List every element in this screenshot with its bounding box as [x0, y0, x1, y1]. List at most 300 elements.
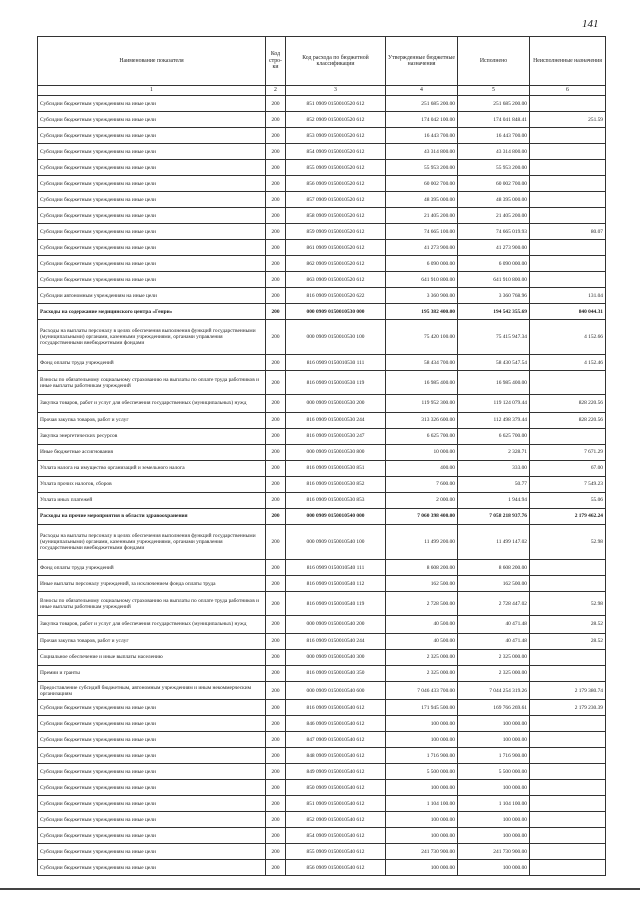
row-line-code: 200 — [266, 176, 286, 192]
row-line-code: 200 — [266, 444, 286, 460]
table-row — [38, 860, 606, 876]
row-executed-amount: 1 944.94 — [458, 492, 530, 508]
table-row — [38, 560, 606, 576]
row-name: Взносы по обязательному социальному страхованию на выплаты по оплате труда работников и иные выплаты работникам учреждений — [38, 592, 266, 616]
table-row — [38, 492, 606, 508]
row-executed-amount: 41 273 900.00 — [458, 240, 530, 256]
row-executed-amount: 75 415 947.34 — [458, 320, 530, 355]
table-row — [38, 649, 606, 665]
table-row — [38, 828, 606, 844]
row-line-code: 200 — [266, 96, 286, 112]
row-classification-code: 856 0909 0150010540 612 — [286, 860, 386, 876]
table-row — [38, 394, 606, 412]
row-classification-code: 856 0909 0150010520 612 — [286, 176, 386, 192]
row-approved-amount: 195 382 400.00 — [386, 304, 458, 320]
row-classification-code: 816 0909 0150010530 119 — [286, 371, 386, 395]
row-line-code: 200 — [266, 112, 286, 128]
row-line-code: 200 — [266, 476, 286, 492]
column-number: 3 — [286, 86, 386, 96]
table-row — [38, 615, 606, 633]
row-classification-code: 857 0909 0150010520 612 — [286, 192, 386, 208]
row-executed-amount: 174 041 848.41 — [458, 112, 530, 128]
row-name: Субсидии бюджетным учреждениям на иные цели — [38, 828, 266, 844]
row-name: Субсидии бюджетным учреждениям на иные цели — [38, 272, 266, 288]
row-name: Субсидии бюджетным учреждениям на иные цели — [38, 700, 266, 716]
table-row — [38, 764, 606, 780]
row-line-code: 200 — [266, 355, 286, 371]
row-remaining-amount — [530, 371, 606, 395]
row-approved-amount: 241 730 900.00 — [386, 844, 458, 860]
row-approved-amount: 100 000.00 — [386, 732, 458, 748]
table-row — [38, 700, 606, 716]
row-line-code: 200 — [266, 560, 286, 576]
table-row — [38, 256, 606, 272]
row-executed-amount: 7 058 218 937.76 — [458, 508, 530, 524]
row-name: Субсидии бюджетным учреждениям на иные цели — [38, 192, 266, 208]
row-approved-amount: 400.00 — [386, 460, 458, 476]
row-name: Премии и гранты — [38, 665, 266, 681]
header-approved: Утвержденные бюджетные назначения — [386, 37, 458, 86]
row-executed-amount: 5 500 000.00 — [458, 764, 530, 780]
row-approved-amount: 7 600.00 — [386, 476, 458, 492]
row-line-code: 200 — [266, 428, 286, 444]
row-executed-amount: 8 608 200.00 — [458, 560, 530, 576]
row-classification-code: 859 0909 0150010520 612 — [286, 224, 386, 240]
row-executed-amount: 162 500.00 — [458, 576, 530, 592]
row-executed-amount: 43 314 800.00 — [458, 144, 530, 160]
row-approved-amount: 48 395 000.00 — [386, 192, 458, 208]
table-row — [38, 716, 606, 732]
table-row — [38, 665, 606, 681]
row-classification-code: 852 0909 0150010540 612 — [286, 812, 386, 828]
row-remaining-amount — [530, 176, 606, 192]
header-budget-classification: Код расхода по бюджетной классификации — [286, 37, 386, 86]
row-executed-amount: 251 685 200.00 — [458, 96, 530, 112]
row-remaining-amount — [530, 812, 606, 828]
row-approved-amount: 3 360 900.00 — [386, 288, 458, 304]
column-number: 5 — [458, 86, 530, 96]
row-approved-amount: 313 326 600.00 — [386, 412, 458, 428]
row-remaining-amount: 840 044.31 — [530, 304, 606, 320]
table-row — [38, 176, 606, 192]
row-executed-amount: 21 405 200.00 — [458, 208, 530, 224]
header-executed: Исполнено — [458, 37, 530, 86]
row-line-code: 200 — [266, 716, 286, 732]
row-remaining-amount — [530, 240, 606, 256]
row-executed-amount: 58 430 547.54 — [458, 355, 530, 371]
row-line-code: 200 — [266, 224, 286, 240]
row-approved-amount: 55 953 200.00 — [386, 160, 458, 176]
row-classification-code: 855 0909 0150010540 612 — [286, 844, 386, 860]
row-name: Расходы на содержание медицинского центра «Генри» — [38, 304, 266, 320]
table-row — [38, 288, 606, 304]
row-remaining-amount: 2 179 462.24 — [530, 508, 606, 524]
row-approved-amount: 8 608 200.00 — [386, 560, 458, 576]
row-remaining-amount — [530, 860, 606, 876]
row-approved-amount: 16 985 400.00 — [386, 371, 458, 395]
row-classification-code: 000 0909 0150010530 100 — [286, 320, 386, 355]
row-line-code: 200 — [266, 208, 286, 224]
row-approved-amount: 75 420 100.00 — [386, 320, 458, 355]
row-line-code: 200 — [266, 665, 286, 681]
row-approved-amount: 11 499 200.00 — [386, 524, 458, 559]
header-remaining: Неисполненные назначения — [530, 37, 606, 86]
row-approved-amount: 21 405 200.00 — [386, 208, 458, 224]
table-row — [38, 412, 606, 428]
row-classification-code: 850 0909 0150010540 612 — [286, 780, 386, 796]
row-line-code: 200 — [266, 796, 286, 812]
row-name: Социальное обеспечение и иные выплаты населению — [38, 649, 266, 665]
row-remaining-amount — [530, 208, 606, 224]
table-row — [38, 320, 606, 355]
row-classification-code: 816 0909 0150010530 852 — [286, 476, 386, 492]
row-line-code: 200 — [266, 320, 286, 355]
column-number: 4 — [386, 86, 458, 96]
row-remaining-amount — [530, 716, 606, 732]
row-executed-amount: 169 766 269.61 — [458, 700, 530, 716]
row-remaining-amount: 2 179 230.39 — [530, 700, 606, 716]
row-line-code: 200 — [266, 160, 286, 176]
row-executed-amount: 119 124 079.44 — [458, 394, 530, 412]
row-name: Закупка товаров, работ и услуг для обеспечения государственных (муниципальных) нужд — [38, 394, 266, 412]
row-approved-amount: 16 443 700.00 — [386, 128, 458, 144]
row-remaining-amount: 4 152.46 — [530, 355, 606, 371]
row-name: Закупка товаров, работ и услуг для обеспечения государственных (муниципальных) нужд — [38, 615, 266, 633]
row-classification-code: 816 0909 0150010520 622 — [286, 288, 386, 304]
row-name: Прочая закупка товаров, работ и услуг — [38, 633, 266, 649]
row-name: Субсидии бюджетным учреждениям на иные цели — [38, 716, 266, 732]
row-line-code: 200 — [266, 492, 286, 508]
row-name: Субсидии бюджетным учреждениям на иные цели — [38, 796, 266, 812]
row-name: Предоставление субсидий бюджетным, автономным учреждениям и иным некоммерческим организациям — [38, 681, 266, 699]
row-executed-amount: 194 542 355.69 — [458, 304, 530, 320]
row-remaining-amount: 52.98 — [530, 592, 606, 616]
row-name: Субсидии бюджетным учреждениям на иные цели — [38, 812, 266, 828]
row-classification-code: 854 0909 0150010540 612 — [286, 828, 386, 844]
row-classification-code: 816 0909 0150010540 612 — [286, 700, 386, 716]
row-classification-code: 000 0909 0150010540 600 — [286, 681, 386, 699]
row-line-code: 200 — [266, 844, 286, 860]
table-row — [38, 812, 606, 828]
row-approved-amount: 43 314 800.00 — [386, 144, 458, 160]
row-line-code: 200 — [266, 812, 286, 828]
table-row — [38, 355, 606, 371]
header-row — [38, 37, 606, 86]
row-classification-code: 816 0909 0150010540 244 — [286, 633, 386, 649]
row-classification-code: 816 0909 0150010540 111 — [286, 560, 386, 576]
row-line-code: 200 — [266, 860, 286, 876]
row-line-code: 200 — [266, 780, 286, 796]
row-classification-code: 816 0909 0150010540 350 — [286, 665, 386, 681]
row-remaining-amount: 4 152.66 — [530, 320, 606, 355]
row-name: Фонд оплаты труда учреждений — [38, 560, 266, 576]
row-classification-code: 000 0909 0150010530 800 — [286, 444, 386, 460]
row-executed-amount: 2 328.71 — [458, 444, 530, 460]
table-row — [38, 444, 606, 460]
row-name: Субсидии автономным учреждениям на иные цели — [38, 288, 266, 304]
column-number: 6 — [530, 86, 606, 96]
row-executed-amount: 241 730 900.00 — [458, 844, 530, 860]
row-remaining-amount: 52.98 — [530, 524, 606, 559]
row-name: Субсидии бюджетным учреждениям на иные цели — [38, 256, 266, 272]
row-approved-amount: 60 002 700.00 — [386, 176, 458, 192]
row-classification-code: 000 0909 0150010530 200 — [286, 394, 386, 412]
row-remaining-amount: 828 220.56 — [530, 412, 606, 428]
row-line-code: 200 — [266, 592, 286, 616]
row-executed-amount: 55 953 200.00 — [458, 160, 530, 176]
row-executed-amount: 100 000.00 — [458, 716, 530, 732]
row-name: Уплата налога на имущество организаций и земельного налога — [38, 460, 266, 476]
row-approved-amount: 7 060 398 400.00 — [386, 508, 458, 524]
row-approved-amount: 171 945 500.00 — [386, 700, 458, 716]
row-approved-amount: 2 325 000.00 — [386, 649, 458, 665]
table-row — [38, 796, 606, 812]
row-remaining-amount — [530, 844, 606, 860]
table-row — [38, 844, 606, 860]
row-remaining-amount: 28.52 — [530, 615, 606, 633]
row-classification-code: 000 0909 0150010530 000 — [286, 304, 386, 320]
row-name: Субсидии бюджетным учреждениям на иные цели — [38, 112, 266, 128]
row-classification-code: 000 0909 0150010540 000 — [286, 508, 386, 524]
row-approved-amount: 1 716 900.00 — [386, 748, 458, 764]
row-approved-amount: 100 000.00 — [386, 780, 458, 796]
row-name: Закупка энергетических ресурсов — [38, 428, 266, 444]
row-line-code: 200 — [266, 460, 286, 476]
row-line-code: 200 — [266, 508, 286, 524]
table-row — [38, 240, 606, 256]
row-name: Субсидии бюджетным учреждениям на иные цели — [38, 748, 266, 764]
row-executed-amount: 6 625 700.00 — [458, 428, 530, 444]
table-row — [38, 732, 606, 748]
row-classification-code: 855 0909 0150010520 612 — [286, 160, 386, 176]
table-row — [38, 144, 606, 160]
row-remaining-amount: 7 671.29 — [530, 444, 606, 460]
row-name: Расходы на прочие мероприятия в области здравоохранения — [38, 508, 266, 524]
row-line-code: 200 — [266, 394, 286, 412]
row-name: Субсидии бюджетным учреждениям на иные цели — [38, 176, 266, 192]
row-approved-amount: 174 042 100.00 — [386, 112, 458, 128]
row-executed-amount: 3 360 768.96 — [458, 288, 530, 304]
row-remaining-amount — [530, 732, 606, 748]
row-executed-amount: 100 000.00 — [458, 780, 530, 796]
row-remaining-amount: 828 220.56 — [530, 394, 606, 412]
row-remaining-amount: 2 179 380.74 — [530, 681, 606, 699]
row-classification-code: 861 0909 0150010520 612 — [286, 240, 386, 256]
row-remaining-amount — [530, 192, 606, 208]
row-executed-amount: 2 728 447.02 — [458, 592, 530, 616]
row-line-code: 200 — [266, 192, 286, 208]
row-line-code: 200 — [266, 256, 286, 272]
row-classification-code: 816 0909 0150010530 247 — [286, 428, 386, 444]
row-classification-code: 816 0909 0150010530 851 — [286, 460, 386, 476]
row-classification-code: 858 0909 0150010520 612 — [286, 208, 386, 224]
row-approved-amount: 58 434 700.00 — [386, 355, 458, 371]
row-classification-code: 816 0909 0150010530 244 — [286, 412, 386, 428]
table-row — [38, 371, 606, 395]
row-executed-amount: 100 000.00 — [458, 828, 530, 844]
row-remaining-amount — [530, 649, 606, 665]
row-approved-amount: 41 273 900.00 — [386, 240, 458, 256]
row-name: Прочая закупка товаров, работ и услуг — [38, 412, 266, 428]
row-executed-amount: 11 499 147.02 — [458, 524, 530, 559]
table-row — [38, 748, 606, 764]
row-classification-code: 000 0909 0150010540 200 — [286, 615, 386, 633]
row-classification-code: 847 0909 0150010540 612 — [286, 732, 386, 748]
row-line-code: 200 — [266, 748, 286, 764]
table-row — [38, 681, 606, 699]
row-classification-code: 816 0909 0150010530 853 — [286, 492, 386, 508]
row-name: Субсидии бюджетным учреждениям на иные цели — [38, 128, 266, 144]
row-line-code: 200 — [266, 576, 286, 592]
row-executed-amount: 40 471.48 — [458, 615, 530, 633]
row-executed-amount: 7 044 254 319.26 — [458, 681, 530, 699]
table-row — [38, 780, 606, 796]
table-row — [38, 192, 606, 208]
column-number: 1 — [38, 86, 266, 96]
row-remaining-amount — [530, 160, 606, 176]
table-body — [38, 96, 606, 876]
row-remaining-amount: 7 549.23 — [530, 476, 606, 492]
row-classification-code: 816 0909 0150010530 111 — [286, 355, 386, 371]
row-approved-amount: 100 000.00 — [386, 716, 458, 732]
row-line-code: 200 — [266, 412, 286, 428]
row-executed-amount: 2 325 000.00 — [458, 649, 530, 665]
row-line-code: 200 — [266, 304, 286, 320]
row-name: Субсидии бюджетным учреждениям на иные цели — [38, 160, 266, 176]
row-remaining-amount: 28.52 — [530, 633, 606, 649]
row-name: Субсидии бюджетным учреждениям на иные цели — [38, 844, 266, 860]
row-classification-code: 816 0909 0150010540 112 — [286, 576, 386, 592]
row-name: Субсидии бюджетным учреждениям на иные цели — [38, 764, 266, 780]
row-line-code: 200 — [266, 288, 286, 304]
row-approved-amount: 119 952 300.00 — [386, 394, 458, 412]
row-remaining-amount: 67.00 — [530, 460, 606, 476]
row-executed-amount: 1 104 100.00 — [458, 796, 530, 812]
row-approved-amount: 6 625 700.00 — [386, 428, 458, 444]
row-classification-code: 848 0909 0150010540 612 — [286, 748, 386, 764]
row-remaining-amount — [530, 828, 606, 844]
row-line-code: 200 — [266, 240, 286, 256]
row-name: Расходы на выплаты персоналу в целях обеспечения выполнения функций государственными (муниципальными) органами, казенными учреждениями, органами управления государственными внебюджетными фондами — [38, 320, 266, 355]
row-executed-amount: 74 665 019.93 — [458, 224, 530, 240]
row-remaining-amount — [530, 96, 606, 112]
page-number: 141 — [582, 18, 599, 30]
row-executed-amount: 100 000.00 — [458, 860, 530, 876]
row-approved-amount: 100 000.00 — [386, 860, 458, 876]
table-row — [38, 592, 606, 616]
row-line-code: 200 — [266, 681, 286, 699]
row-remaining-amount: 80.07 — [530, 224, 606, 240]
row-classification-code: 854 0909 0150010520 612 — [286, 144, 386, 160]
row-remaining-amount — [530, 256, 606, 272]
row-executed-amount: 100 000.00 — [458, 812, 530, 828]
table-row — [38, 633, 606, 649]
row-approved-amount: 6 090 000.00 — [386, 256, 458, 272]
page-bottom-rule — [0, 888, 640, 890]
table-row — [38, 160, 606, 176]
row-approved-amount: 7 046 433 700.00 — [386, 681, 458, 699]
row-classification-code: 863 0909 0150010520 612 — [286, 272, 386, 288]
table-row — [38, 304, 606, 320]
table-row — [38, 428, 606, 444]
row-executed-amount: 112 498 379.44 — [458, 412, 530, 428]
row-classification-code: 846 0909 0150010540 612 — [286, 716, 386, 732]
row-name: Фонд оплаты труда учреждений — [38, 355, 266, 371]
row-executed-amount: 6 090 000.00 — [458, 256, 530, 272]
row-name: Субсидии бюджетным учреждениям на иные цели — [38, 240, 266, 256]
row-approved-amount: 1 104 100.00 — [386, 796, 458, 812]
row-approved-amount: 2 728 500.00 — [386, 592, 458, 616]
column-number-row — [38, 86, 606, 96]
header-indicator-name: Наименование показателя — [38, 37, 266, 86]
row-name: Уплата иных платежей — [38, 492, 266, 508]
row-remaining-amount — [530, 560, 606, 576]
row-line-code: 200 — [266, 732, 286, 748]
row-classification-code: 853 0909 0150010520 612 — [286, 128, 386, 144]
row-executed-amount: 2 325 000.00 — [458, 665, 530, 681]
row-approved-amount: 74 665 100.00 — [386, 224, 458, 240]
row-remaining-amount — [530, 428, 606, 444]
row-executed-amount: 641 910 800.00 — [458, 272, 530, 288]
row-approved-amount: 40 500.00 — [386, 615, 458, 633]
table-row — [38, 208, 606, 224]
row-line-code: 200 — [266, 272, 286, 288]
column-number: 2 — [266, 86, 286, 96]
row-remaining-amount — [530, 665, 606, 681]
row-remaining-amount — [530, 576, 606, 592]
table-row — [38, 476, 606, 492]
row-approved-amount: 251 685 200.00 — [386, 96, 458, 112]
row-remaining-amount: 131.04 — [530, 288, 606, 304]
row-approved-amount: 641 910 800.00 — [386, 272, 458, 288]
row-name: Субсидии бюджетным учреждениям на иные цели — [38, 860, 266, 876]
table-row — [38, 272, 606, 288]
table-row — [38, 576, 606, 592]
row-approved-amount: 40 500.00 — [386, 633, 458, 649]
row-name: Взносы по обязательному социальному страхованию на выплаты по оплате труда работников и иные выплаты работникам учреждений — [38, 371, 266, 395]
row-name: Субсидии бюджетным учреждениям на иные цели — [38, 208, 266, 224]
row-line-code: 200 — [266, 371, 286, 395]
row-classification-code: 849 0909 0150010540 612 — [286, 764, 386, 780]
row-remaining-amount — [530, 272, 606, 288]
row-name: Уплата прочих налогов, сборов — [38, 476, 266, 492]
row-line-code: 200 — [266, 615, 286, 633]
table-row — [38, 524, 606, 559]
row-remaining-amount: 55.06 — [530, 492, 606, 508]
row-executed-amount: 60 002 700.00 — [458, 176, 530, 192]
row-executed-amount: 40 471.48 — [458, 633, 530, 649]
row-classification-code: 852 0909 0150010520 612 — [286, 112, 386, 128]
table-row — [38, 508, 606, 524]
row-name: Субсидии бюджетным учреждениям на иные цели — [38, 224, 266, 240]
row-line-code: 200 — [266, 828, 286, 844]
table-row — [38, 224, 606, 240]
row-executed-amount: 48 395 000.00 — [458, 192, 530, 208]
budget-execution-table — [37, 36, 606, 876]
row-remaining-amount: 251.59 — [530, 112, 606, 128]
row-name: Субсидии бюджетным учреждениям на иные цели — [38, 780, 266, 796]
row-line-code: 200 — [266, 700, 286, 716]
table-row — [38, 112, 606, 128]
row-remaining-amount — [530, 128, 606, 144]
table-row — [38, 128, 606, 144]
row-executed-amount: 100 000.00 — [458, 732, 530, 748]
row-line-code: 200 — [266, 524, 286, 559]
row-executed-amount: 1 716 900.00 — [458, 748, 530, 764]
row-approved-amount: 100 000.00 — [386, 812, 458, 828]
row-remaining-amount — [530, 748, 606, 764]
row-approved-amount: 162 500.00 — [386, 576, 458, 592]
